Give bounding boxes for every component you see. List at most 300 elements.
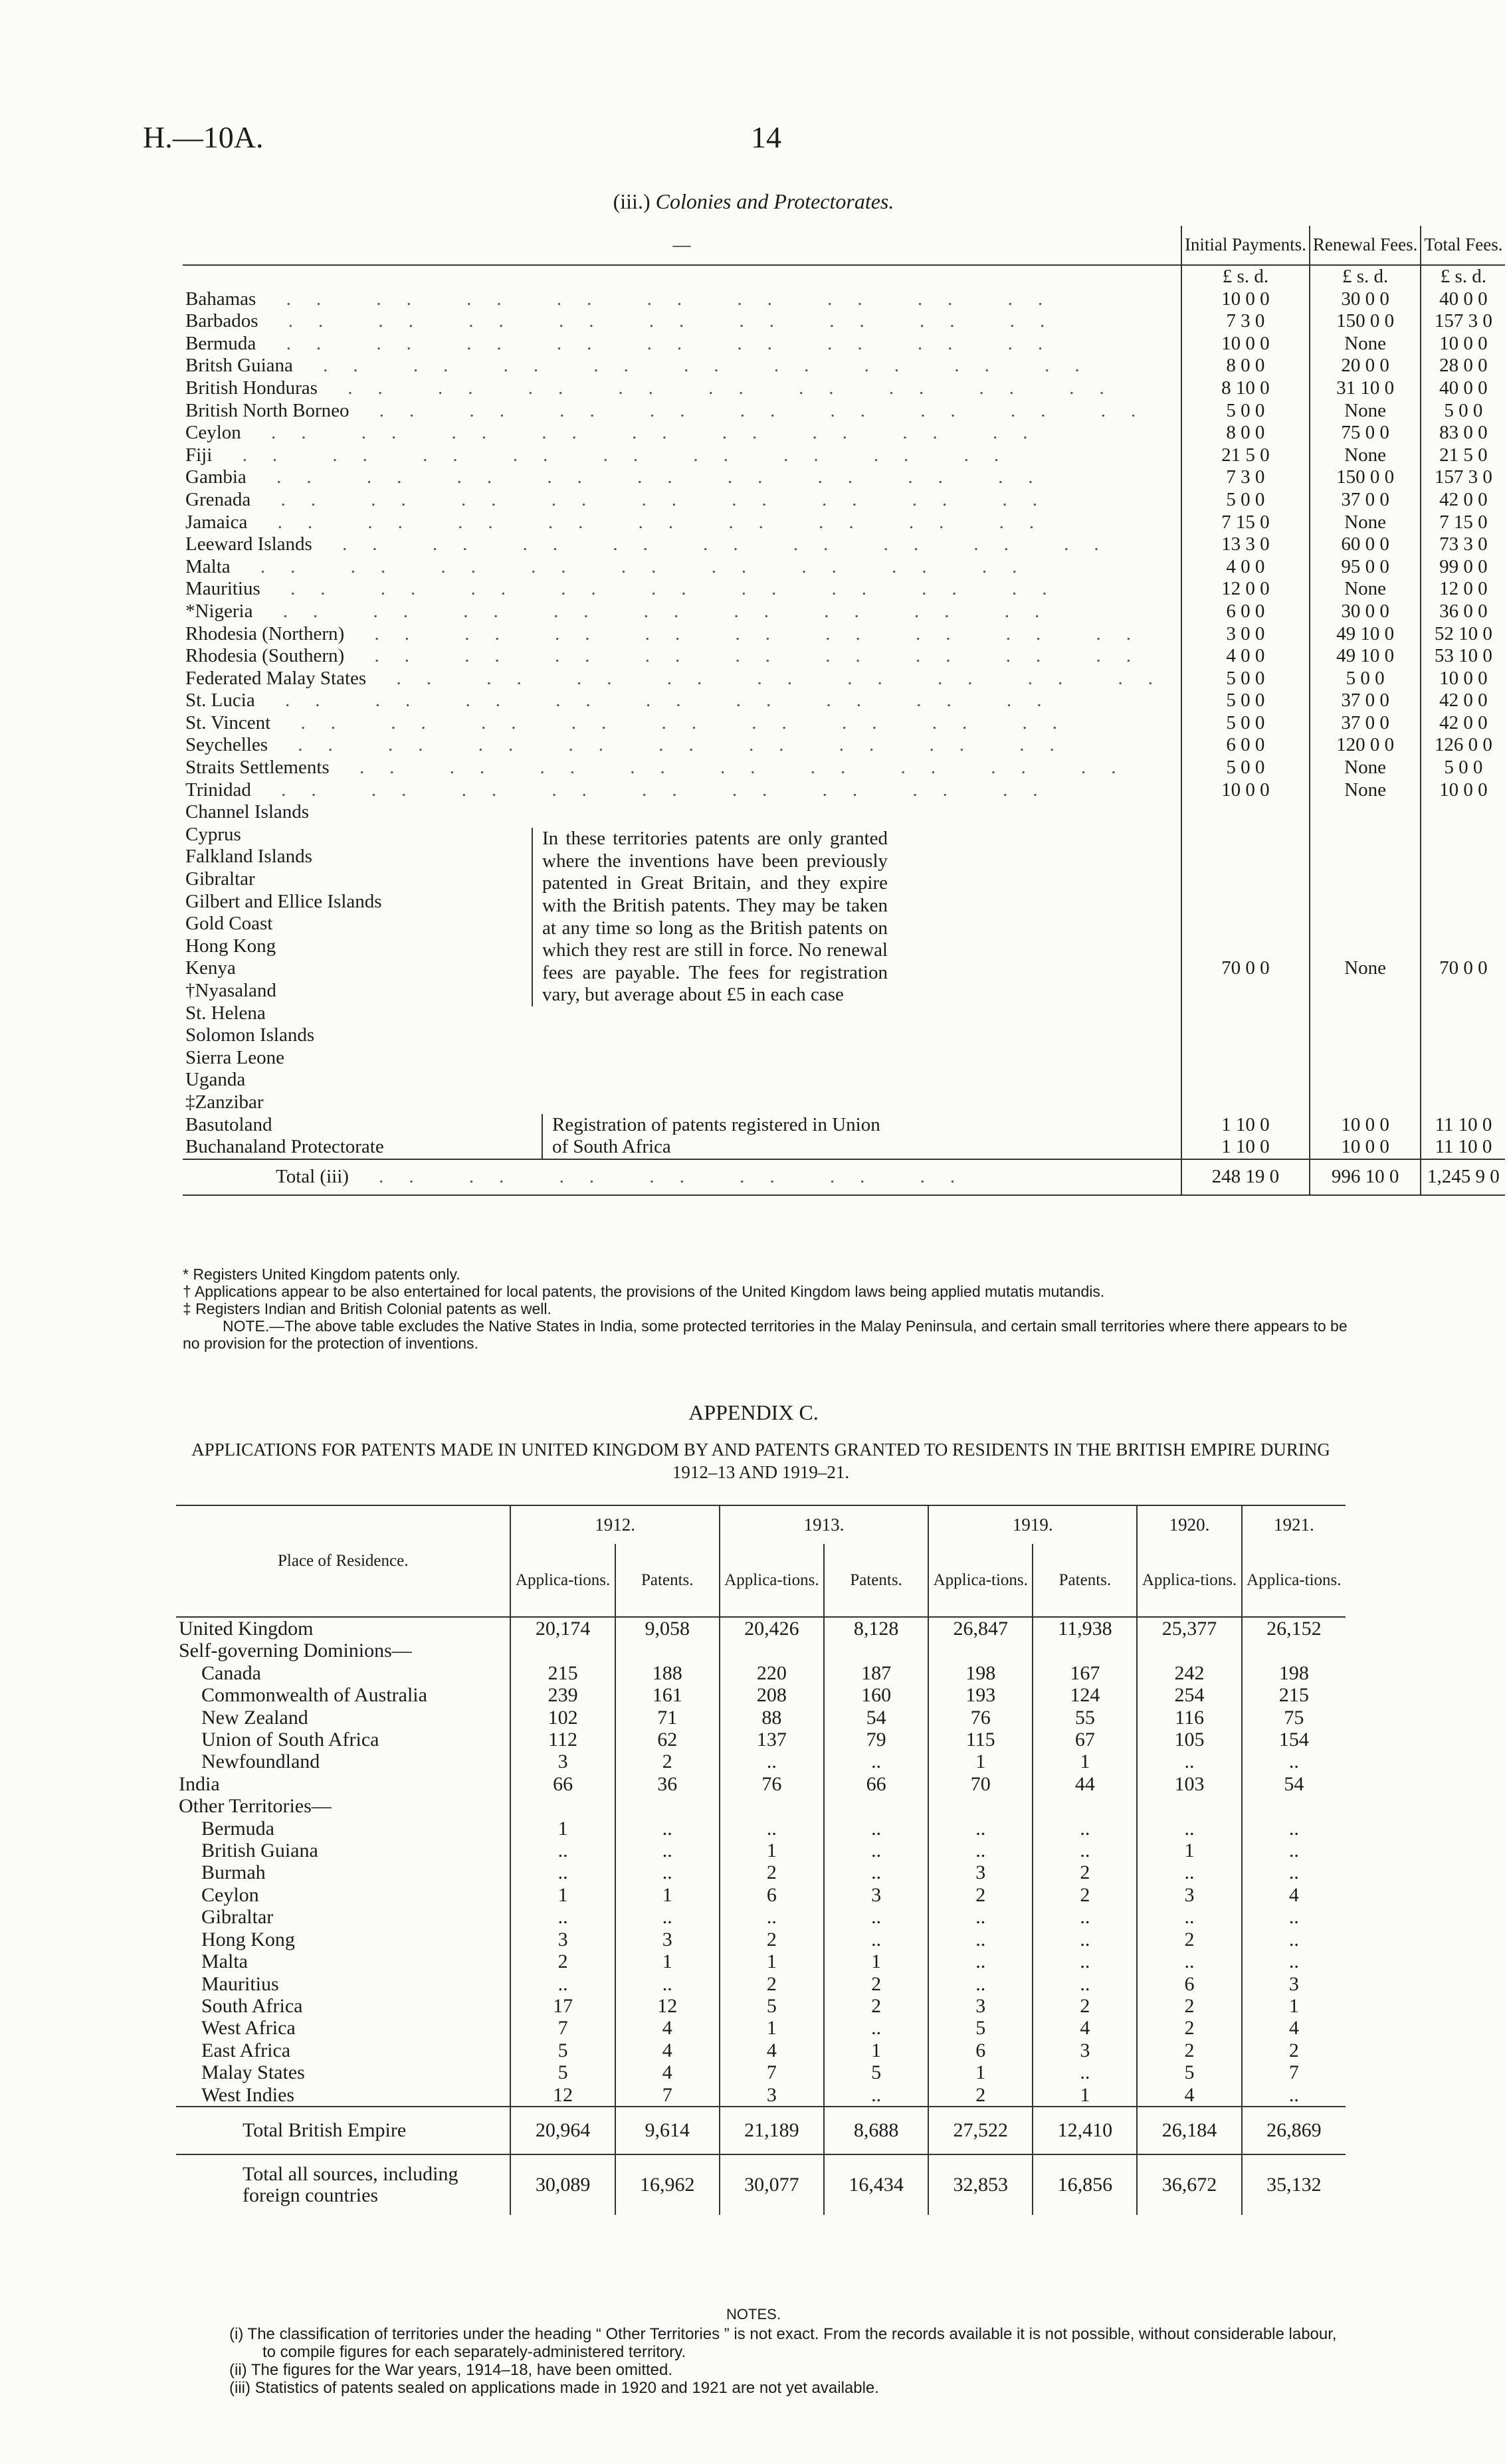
initial-payment: 5 0 0	[1181, 668, 1310, 690]
renewal-fee: 150 0 0	[1310, 466, 1421, 489]
total-all-cell: 16,962	[615, 2154, 720, 2215]
initial-payment: 10 0 0	[1181, 288, 1310, 311]
count-cell: 2	[1033, 1884, 1137, 1906]
total-fee: 11 10 0	[1435, 1136, 1492, 1158]
count-cell: 2	[510, 1950, 615, 1972]
colony-name: Gold Coast	[185, 913, 273, 935]
count-cell: ..	[510, 1840, 615, 1861]
renewal-fee: 49 10 0	[1310, 623, 1421, 646]
total-empire-cell: 27,522	[928, 2107, 1033, 2154]
leader-dots: .. .. .. .. .. .. .. .. ..	[256, 288, 1068, 310]
colony-name: Ceylon	[185, 422, 241, 444]
initial-payment: 8 0 0	[1181, 355, 1310, 377]
count-cell: 4	[1242, 1884, 1346, 1906]
initial-payment: 5 0 0	[1181, 757, 1310, 779]
count-cell: 102	[510, 1707, 615, 1729]
count-cell: 4	[615, 2017, 720, 2039]
colony-row	[183, 935, 1505, 958]
total-fee: 83 0 0	[1439, 422, 1488, 444]
count-cell: 5	[510, 2039, 615, 2061]
units-total: £ s. d.	[1440, 266, 1487, 287]
colony-row	[183, 980, 1505, 1002]
count-cell: ..	[615, 1818, 720, 1840]
count-cell: ..	[1242, 1950, 1346, 1972]
count-cell: 3	[510, 1929, 615, 1950]
initial-payment: 5 0 0	[1181, 489, 1310, 512]
count-cell: 26,152	[1242, 1617, 1346, 1640]
count-cell: 36	[615, 1773, 720, 1795]
count-cell: ..	[1033, 1929, 1137, 1950]
leader-dots: .. .. .. .. .. .. .. .. ..	[246, 466, 1058, 488]
colony-name: Uganda	[185, 1069, 246, 1091]
footnotes	[183, 1266, 1352, 1352]
count-cell	[1033, 1795, 1137, 1817]
group-renewal: None	[1344, 957, 1387, 979]
count-cell: 5	[720, 1995, 824, 2017]
count-cell: 12	[510, 2084, 615, 2107]
count-cell: 6	[1137, 1973, 1241, 1995]
count-cell: 7	[720, 2061, 824, 2083]
leader-dots: .. .. .. .. .. .. .. .. ..	[252, 600, 1065, 622]
total-empire-cell: 20,964	[510, 2107, 615, 2154]
count-cell: 3	[1242, 1973, 1346, 1995]
residence-row	[176, 1662, 1346, 1684]
count-cell: 4	[1033, 2017, 1137, 2039]
colony-name: Rhodesia (Northern)	[185, 622, 345, 644]
col-header-patents: Patents.	[1033, 1544, 1137, 1617]
count-cell: 2	[928, 1884, 1033, 1906]
leader-dots: .. .. .. .. .. .. .. .. ..	[329, 757, 1142, 779]
count-cell: ..	[615, 1973, 720, 1995]
count-cell: 242	[1137, 1662, 1241, 1684]
place-name: East Africa	[201, 2039, 291, 2061]
count-cell: ..	[1033, 2061, 1137, 2083]
count-cell: 124	[1033, 1684, 1137, 1706]
count-cell: 160	[824, 1684, 928, 1706]
count-cell: 9,058	[615, 1617, 720, 1640]
total-fee: 5 0 0	[1444, 757, 1483, 779]
count-cell: ..	[928, 1818, 1033, 1840]
count-cell: 4	[720, 2039, 824, 2061]
colony-row	[183, 824, 1505, 846]
group-initial: 70 0 0	[1221, 957, 1270, 979]
initial-payment: 8 0 0	[1181, 422, 1310, 444]
colony-name: Leeward Islands	[185, 533, 312, 555]
patent-applications-table	[176, 1505, 1346, 2215]
count-cell: ..	[1242, 1906, 1346, 1928]
count-cell: 2	[928, 2084, 1033, 2107]
total-fee: 126 0 0	[1434, 734, 1492, 756]
col-header-blank: —	[183, 226, 1181, 265]
count-cell: ..	[824, 1929, 928, 1950]
place-name: Newfoundland	[201, 1751, 320, 1773]
count-cell: ..	[928, 1973, 1033, 1995]
count-cell: ..	[824, 1906, 928, 1928]
count-cell	[615, 1640, 720, 1661]
renewal-fee: 75 0 0	[1310, 422, 1421, 444]
count-cell: ..	[1242, 2084, 1346, 2107]
count-cell: 79	[824, 1729, 928, 1751]
year-1912: 1912.	[510, 1505, 719, 1544]
count-cell: ..	[1137, 1950, 1241, 1972]
count-cell	[720, 1795, 824, 1817]
place-name: United Kingdom	[179, 1618, 314, 1640]
count-cell: ..	[824, 1840, 928, 1861]
colony-name: Bahamas	[185, 288, 256, 310]
colony-row	[183, 1069, 1505, 1091]
count-cell: 2	[1033, 1995, 1137, 2017]
col-header-applications: Applica-tions.	[510, 1544, 615, 1617]
count-cell: 4	[1242, 2017, 1346, 2039]
total-fee: 36 0 0	[1439, 600, 1488, 622]
renewal-fee: 150 0 0	[1310, 310, 1421, 333]
count-cell: 1	[824, 2039, 928, 2061]
renewal-fee: None	[1310, 779, 1421, 802]
count-cell: 5	[928, 2017, 1033, 2039]
leader-dots: .. .. .. .. .. .. .. .. ..	[254, 690, 1067, 711]
note-2: (ii) The figures for the War years, 1914–18, have been omitted.	[229, 2361, 673, 2379]
count-cell: 54	[1242, 1773, 1346, 1795]
count-cell: ..	[1242, 1840, 1346, 1861]
place-name: West Indies	[201, 2083, 295, 2106]
renewal-fee: None	[1310, 333, 1421, 355]
count-cell: ..	[1033, 1950, 1137, 1972]
colony-name: British Honduras	[185, 377, 318, 399]
colony-name: Federated Malay States	[185, 667, 367, 689]
count-cell: 6	[928, 2039, 1033, 2061]
count-cell: 76	[928, 1707, 1033, 1729]
place-name: India	[179, 1772, 220, 1795]
count-cell: ..	[1137, 1818, 1241, 1840]
total-fee: 157 3 0	[1434, 310, 1492, 332]
count-cell: 220	[720, 1662, 824, 1684]
leader-dots: .. .. .. .. .. .. .. .. ..	[258, 310, 1070, 332]
count-cell: 62	[615, 1729, 720, 1751]
colony-row	[183, 868, 1505, 891]
col-header-place: Place of Residence.	[278, 1552, 409, 1570]
residence-row	[176, 1773, 1346, 1795]
footnote-1: * Registers United Kingdom patents only.	[183, 1266, 460, 1283]
count-cell: 3	[928, 1861, 1033, 1883]
count-cell: 5	[824, 2061, 928, 2083]
count-cell: 2	[720, 1861, 824, 1883]
count-cell: ..	[1137, 1906, 1241, 1928]
count-cell: 1	[720, 1840, 824, 1861]
count-cell: ..	[510, 1906, 615, 1928]
colony-name: Buchanaland Protectorate	[185, 1136, 384, 1158]
count-cell: 215	[1242, 1684, 1346, 1706]
colony-row	[183, 668, 1505, 690]
count-cell: ..	[1242, 1929, 1346, 1950]
count-cell: 215	[510, 1662, 615, 1684]
renewal-fee: 5 0 0	[1310, 668, 1421, 690]
place-name: New Zealand	[201, 1706, 308, 1729]
place-name: Malay States	[201, 2061, 305, 2084]
count-cell: 70	[928, 1773, 1033, 1795]
note-1: (i) The classification of territories under the heading “ Other Territories ” is not exact. From the records available it is not possible, without considerable labour, to compile figures for each separately-administered territory.	[229, 2325, 1337, 2361]
count-cell: ..	[1033, 1906, 1137, 1928]
renewal-fee: 10 0 0	[1310, 1114, 1421, 1137]
residence-row	[176, 1640, 1346, 1661]
colony-row	[183, 512, 1505, 534]
residence-row	[176, 1684, 1346, 1706]
col-header-patents: Patents.	[615, 1544, 720, 1617]
page-ref: H.—10A.	[143, 120, 264, 154]
total-empire-cell: 8,688	[824, 2107, 928, 2154]
count-cell: 1	[824, 1950, 928, 1972]
count-cell: 188	[615, 1662, 720, 1684]
colony-row	[183, 310, 1505, 333]
initial-payment: 6 0 0	[1181, 601, 1310, 623]
count-cell: 44	[1033, 1773, 1137, 1795]
initial-payment: 6 0 0	[1181, 734, 1310, 757]
leader-dots: .. .. .. .. .. .. .. .. ..	[212, 444, 1025, 466]
renewal-fee: None	[1310, 578, 1421, 601]
initial-payment: 1 10 0	[1181, 1136, 1310, 1159]
count-cell: 208	[720, 1684, 824, 1706]
year-1913: 1913.	[720, 1505, 928, 1544]
count-cell: 66	[824, 1773, 928, 1795]
residence-row	[176, 1840, 1346, 1861]
leader-dots: .. .. .. .. .. .. ..	[348, 1165, 981, 1187]
notes-list	[229, 2325, 1346, 2397]
total-fee: 53 10 0	[1434, 645, 1492, 667]
place-name: British Guiana	[201, 1840, 318, 1862]
count-cell: 2	[1242, 2039, 1346, 2061]
renewal-fee: 120 0 0	[1310, 734, 1421, 757]
count-cell: 12	[615, 1995, 720, 2017]
leader-dots: .. .. .. .. .. .. .. .. ..	[312, 533, 1124, 555]
units-renewal: £ s. d.	[1310, 265, 1421, 288]
colony-row	[183, 690, 1505, 712]
count-cell	[510, 1640, 615, 1661]
place-name: South Africa	[201, 1994, 303, 2017]
leader-dots: .. .. .. .. .. .. .. .. ..	[251, 779, 1063, 801]
initial-payment: 7 3 0	[1181, 466, 1310, 489]
count-cell: 17	[510, 1995, 615, 2017]
count-cell	[1137, 1795, 1241, 1817]
colony-row	[183, 623, 1505, 646]
count-cell	[1137, 1640, 1241, 1661]
initial-payment: 1 10 0	[1181, 1114, 1310, 1137]
count-cell: ..	[824, 1751, 928, 1772]
count-cell: 1	[510, 1884, 615, 1906]
count-cell	[824, 1795, 928, 1817]
colony-row	[183, 288, 1505, 311]
total-fee: 42 0 0	[1439, 488, 1488, 510]
colony-name: Sierra Leone	[185, 1046, 284, 1068]
count-cell: 115	[928, 1729, 1033, 1751]
colony-name: Cyprus	[185, 823, 241, 845]
count-cell: 193	[928, 1684, 1033, 1706]
page-number: 14	[751, 120, 781, 154]
colony-row	[183, 712, 1505, 735]
residence-row	[176, 1795, 1346, 1817]
count-cell	[1242, 1640, 1346, 1661]
renewal-fee: None	[1310, 444, 1421, 467]
leader-dots: .. .. .. .. .. .. .. .. ..	[344, 645, 1156, 667]
total-empire-label: Total British Empire	[243, 2119, 407, 2142]
count-cell	[1033, 1640, 1137, 1661]
total-fee: 42 0 0	[1439, 711, 1488, 733]
initial-payment: 10 0 0	[1181, 779, 1310, 802]
total-empire-cell: 12,410	[1033, 2107, 1137, 2154]
residence-row	[176, 1995, 1346, 2017]
colony-name: Britsh Guiana	[185, 355, 293, 377]
count-cell: 1	[615, 1884, 720, 1906]
count-cell: 11,938	[1033, 1617, 1137, 1640]
residence-row	[176, 2017, 1346, 2039]
total-fee: 157 3 0	[1434, 466, 1492, 488]
count-cell: 3	[1137, 1884, 1241, 1906]
colony-name: Gibraltar	[185, 868, 255, 890]
residence-row	[176, 1751, 1346, 1772]
count-cell: 71	[615, 1707, 720, 1729]
footnote-4: NOTE.—The above table excludes the Native States in India, some protected territories in the Malay Peninsula, and certain small territories where there appears to be no provision for the protection of inventions.	[183, 1317, 1348, 1352]
residence-row	[176, 2061, 1346, 2083]
total-all-label: Total all sources, including foreign countries	[243, 2162, 458, 2206]
place-name: Mauritius	[201, 1972, 279, 1995]
total-empire-cell: 26,869	[1242, 2107, 1346, 2154]
place-name: Other Territories—	[179, 1795, 332, 1818]
count-cell	[928, 1795, 1033, 1817]
total-all-row	[176, 2154, 1346, 2215]
total-fee: 40 0 0	[1439, 288, 1488, 310]
count-cell: 20,174	[510, 1617, 615, 1640]
leader-dots: .. .. .. .. .. .. .. .. ..	[366, 667, 1178, 689]
colony-name: †Nyasaland	[185, 980, 276, 1001]
colony-row	[183, 645, 1505, 668]
colony-row	[183, 913, 1505, 935]
colony-name: Trinidad	[185, 779, 251, 801]
count-cell: 198	[928, 1662, 1033, 1684]
patent-applications-body	[176, 1617, 1346, 2215]
initial-payment: 12 0 0	[1181, 578, 1310, 601]
residence-row	[176, 1707, 1346, 1729]
renewal-fee: 20 0 0	[1310, 355, 1421, 377]
count-cell: 116	[1137, 1707, 1241, 1729]
total-renewal: 996 10 0	[1310, 1159, 1421, 1195]
leader-dots: .. .. .. .. .. .. .. .. ..	[260, 578, 1072, 600]
renewal-fee: 30 0 0	[1310, 601, 1421, 623]
colony-name: Hong Kong	[185, 935, 276, 957]
count-cell: 3	[510, 1751, 615, 1772]
colony-name: *Nigeria	[185, 600, 253, 622]
count-cell: 103	[1137, 1773, 1241, 1795]
colony-name: Grenada	[185, 488, 251, 510]
place-name: West Africa	[201, 2017, 296, 2039]
colony-row	[183, 1047, 1505, 1070]
count-cell	[510, 1795, 615, 1817]
leader-dots: .. .. .. .. .. .. .. .. ..	[344, 622, 1156, 644]
colony-row	[183, 601, 1505, 623]
count-cell: 3	[928, 1995, 1033, 2017]
total-empire-cell: 21,189	[720, 2107, 824, 2154]
colony-name: Falkland Islands	[185, 846, 312, 868]
count-cell: ..	[615, 1840, 720, 1861]
count-cell: 8,128	[824, 1617, 928, 1640]
total-fee: 28 0 0	[1439, 355, 1488, 377]
count-cell	[720, 1640, 824, 1661]
place-name: Union of South Africa	[201, 1729, 379, 1751]
count-cell: 7	[510, 2017, 615, 2039]
count-cell: ..	[720, 1906, 824, 1928]
initial-payment: 8 10 0	[1181, 377, 1310, 400]
count-cell: 4	[1137, 2084, 1241, 2107]
initial-payment: 21 5 0	[1181, 444, 1310, 467]
count-cell: 2	[1137, 2017, 1241, 2039]
count-cell: 1	[928, 1751, 1033, 1772]
colony-name: Seychelles	[185, 734, 268, 756]
colony-name: Channel Islands	[185, 801, 310, 823]
colony-row	[183, 891, 1505, 913]
count-cell: 2	[1137, 1995, 1241, 2017]
count-cell: ..	[1033, 1973, 1137, 1995]
residence-row	[176, 1884, 1346, 1906]
residence-row	[176, 1973, 1346, 1995]
place-name: Bermuda	[201, 1817, 274, 1840]
count-cell: 3	[824, 1884, 928, 1906]
count-cell: ..	[1033, 1840, 1137, 1861]
count-cell: ..	[1033, 1818, 1137, 1840]
colony-name: Gambia	[185, 466, 247, 488]
count-cell: 167	[1033, 1662, 1137, 1684]
renewal-fee: 10 0 0	[1310, 1136, 1421, 1159]
count-cell: ..	[824, 1818, 928, 1840]
total-fee: 99 0 0	[1439, 555, 1488, 577]
count-cell: 2	[824, 1973, 928, 1995]
place-name: Ceylon	[201, 1883, 259, 1906]
count-cell: 5	[510, 2061, 615, 2083]
colony-row	[183, 1114, 1505, 1137]
count-cell: ..	[720, 1751, 824, 1772]
residence-row	[176, 1950, 1346, 1972]
residence-row	[176, 1617, 1346, 1640]
residence-row	[176, 1818, 1346, 1840]
colony-row	[183, 355, 1505, 377]
colony-row	[183, 466, 1505, 489]
count-cell: 5	[1137, 2061, 1241, 2083]
colony-name: Barbados	[185, 310, 258, 332]
colonies-fees-body	[183, 265, 1505, 1195]
count-cell: 2	[1137, 2039, 1241, 2061]
count-cell	[1242, 1795, 1346, 1817]
initial-payment: 5 0 0	[1181, 690, 1310, 712]
total-all-cell: 32,853	[928, 2154, 1033, 2215]
renewal-fee: 30 0 0	[1310, 288, 1421, 311]
place-name: Commonwealth of Australia	[201, 1684, 427, 1707]
total-total: 1,245 9 0	[1421, 1159, 1505, 1195]
place-name: Canada	[201, 1661, 261, 1684]
colony-row	[183, 377, 1505, 400]
leader-dots: .. .. .. .. .. .. .. .. ..	[251, 488, 1062, 510]
group-total: 70 0 0	[1439, 957, 1488, 979]
initial-payment: 3 0 0	[1181, 623, 1310, 646]
count-cell: 254	[1137, 1684, 1241, 1706]
renewal-fee: 37 0 0	[1310, 489, 1421, 512]
total-fee: 52 10 0	[1434, 622, 1492, 644]
count-cell: 1	[1033, 1751, 1137, 1772]
renewal-fee: None	[1310, 400, 1421, 423]
colony-name: Gilbert and Ellice Islands	[185, 890, 382, 912]
count-cell: ..	[1137, 1861, 1241, 1883]
colony-name: Solomon Islands	[185, 1024, 315, 1046]
appendix-heading: APPENDIX C.	[688, 1400, 819, 1424]
initial-payment: 5 0 0	[1181, 400, 1310, 423]
count-cell: ..	[1137, 1751, 1241, 1772]
colony-name: Rhodesia (Southern)	[185, 645, 345, 667]
colony-name: Mauritius	[185, 578, 260, 600]
